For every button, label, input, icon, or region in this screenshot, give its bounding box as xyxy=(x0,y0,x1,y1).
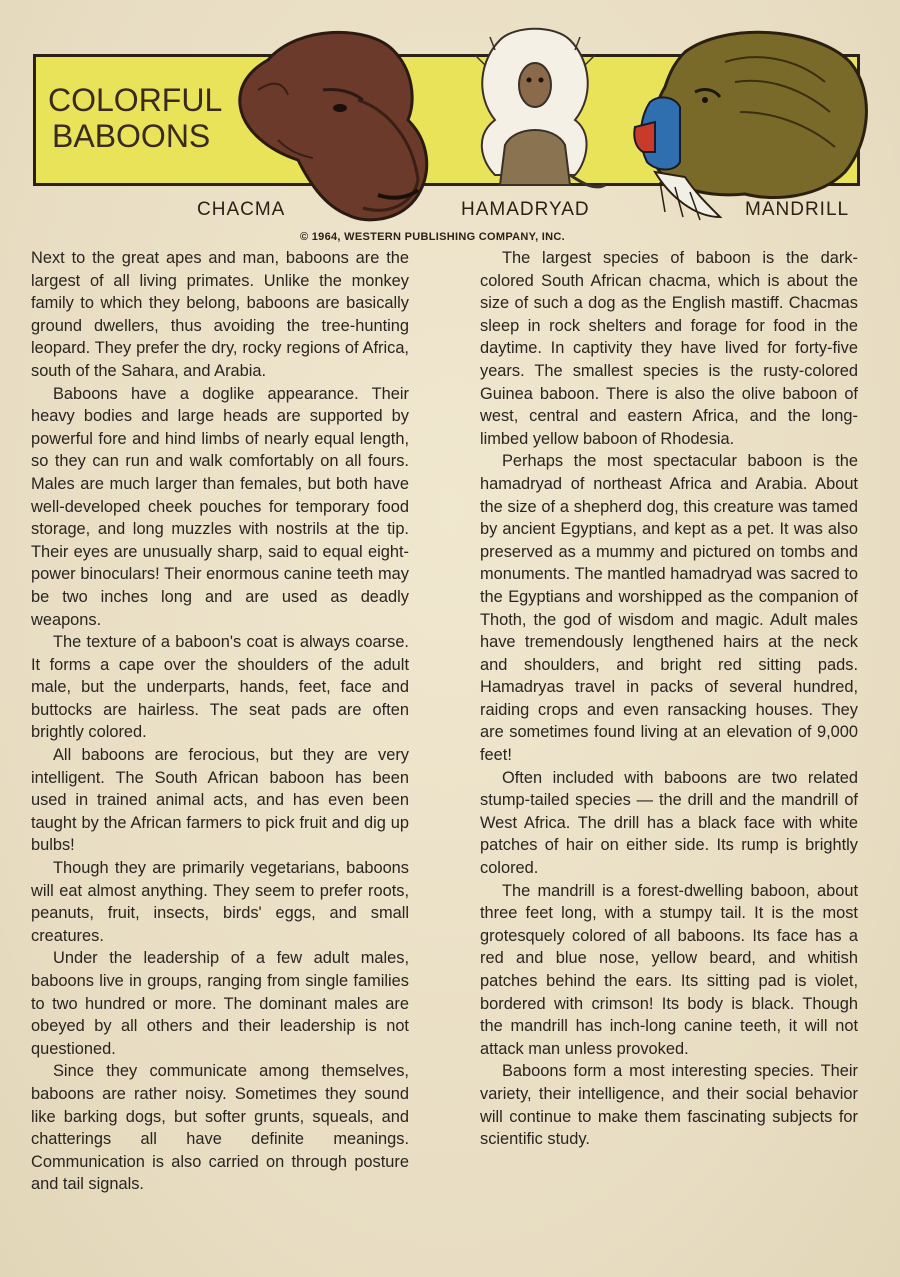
paragraph: Perhaps the most spectacular baboon is the hamadryad of northeast Africa and Arabia. About the size of a shepherd dog, this creature was tamed by ancient Egyptians, and kept as a pet. It was also preserved as a mummy and pictured on tombs and monuments. The mantled hamadryad was sacred to the Egyptians and worshipped as the companion of Thoth, the god of wisdom and magic. Adult males have tremendously lengthened hairs at the neck and shoulders, and bright red sitting pads. Hamadryas travel in packs of several hundred, raiding crops and even ransacking houses. They are sometimes found living at an elevation of 9,000 feet! xyxy=(480,452,858,765)
paragraph: Baboons form a most interesting species. Their variety, their intelligence, and their social behavior will continue to make them fascinating subjects for scientific study. xyxy=(480,1062,858,1149)
label-chacma: CHACMA xyxy=(197,199,286,220)
label-hamadryad: HAMADRYAD xyxy=(461,199,590,220)
paragraph: Under the leadership of a few adult males, baboons live in groups, ranging from single families to two hundred or more. The dominant males are obeyed by all others and their leadership is not questioned. xyxy=(31,949,409,1058)
copyright-notice: © 1964, WESTERN PUBLISHING COMPANY, INC. xyxy=(300,231,565,243)
page-title xyxy=(48,82,222,154)
paragraph: The mandrill is a forest-dwelling baboon, about three feet long, with a stumpy tail. It is the most grotesquely colored of all baboons. Its face has a red and blue nose, yellow beard, and whitish patches behind the ears. Its sitting pad is violet, bordered with crimson! Its body is black. Though the mandrill has inch-long canine teeth, it will not attack man unless provoked. xyxy=(480,881,858,1058)
paragraph: Since they communicate among themselves, baboons are rather noisy. Sometimes they sound like barking dogs, but softer grunts, squeals, and chatterings all have definite meanings. Communication is also carried on through posture and tail signals. xyxy=(31,1062,409,1194)
paragraph: The texture of a baboon's coat is always coarse. It forms a cape over the shoulders of the adult male, but the underparts, hands, feet, face and buttocks are hairless. The seat pads are often brightly colored. xyxy=(31,633,409,742)
paragraph: Next to the great apes and man, baboons are the largest of all living primates. Unlike the monkey family to which they belong, baboons are basically ground dwellers, thus avoiding the tree-hunting leopard. They prefer the dry, rocky regions of Africa, south of the Sahara, and Arabia. xyxy=(31,249,409,380)
paragraph: The largest species of baboon is the dark-colored South African chacma, which is about the size of such a dog as the English mastiff. Chacmas sleep in rock shelters and forage for food in the daytime. In captivity they have lived for forty-five years. The smallest species is the rusty-colored Guinea baboon. There is also the olive baboon of west, central and eastern Africa, and the long-limbed yellow baboon of Rhodesia. xyxy=(480,249,858,448)
label-mandrill: MANDRILL xyxy=(745,199,850,220)
mandrill-illustration xyxy=(625,22,875,222)
paragraph: All baboons are ferocious, but they are very intelligent. The South African baboon has been used in trained animal acts, and has even been taught by the African farmers to pick fruit and dig up bulbs! xyxy=(31,746,409,855)
article-right-column xyxy=(480,247,858,1151)
title-line-1: COLORFUL xyxy=(48,82,223,118)
paragraph: Baboons have a doglike appearance. Their heavy bodies and large heads are supported by powerful fore and hind limbs of nearly equal length, so they can run and walk comfortably on all fours. Males are much larger than females, but both have well-developed cheek pouches for temporary food storage, and long muzzles with nostrils at the tip. Their eyes are unusually sharp, said to equal eight-power binoculars! Their enormous canine teeth may be two inches long and are used as deadly weapons. xyxy=(31,384,409,629)
title-line-2: BABOONS xyxy=(52,118,211,154)
hamadryad-illustration xyxy=(455,25,615,200)
paragraph: Often included with baboons are two related stump-tailed species — the drill and the mandrill of West Africa. The drill has a black face with white patches of hair on either side. Its rump is brightly colored. xyxy=(480,768,858,878)
paragraph: Though they are primarily vegetarians, baboons will eat almost anything. They seem to prefer roots, peanuts, fruit, insects, birds' eggs, and small creatures. xyxy=(31,859,409,945)
chacma-illustration xyxy=(228,20,448,225)
article-left-column xyxy=(31,247,409,1196)
